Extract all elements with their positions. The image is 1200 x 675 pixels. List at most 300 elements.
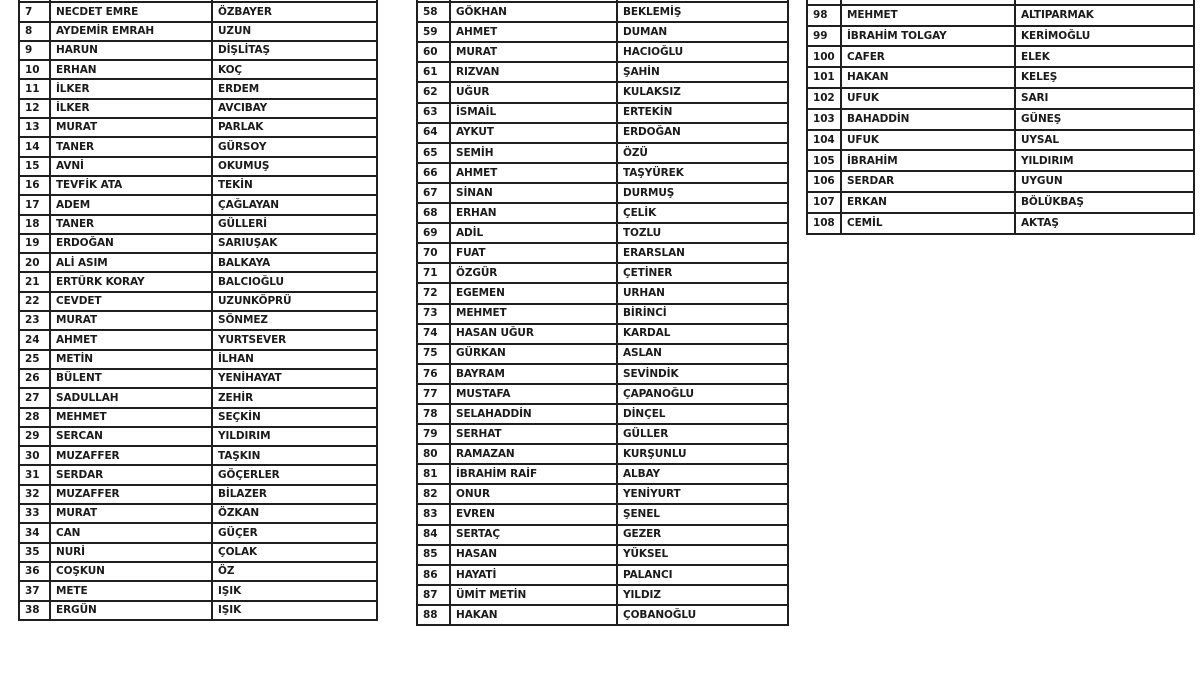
first-name-cell: SADULLAH bbox=[50, 388, 212, 407]
last-name-cell: IŞIK bbox=[212, 581, 377, 600]
table-row bbox=[417, 223, 788, 243]
last-name-cell: BALCIOĞLU bbox=[212, 272, 377, 291]
last-name-cell: GÜNEŞ bbox=[1015, 109, 1194, 130]
table-row bbox=[417, 565, 788, 585]
last-name-cell: DİŞLİTAŞ bbox=[212, 41, 377, 60]
row-number: 14 bbox=[19, 137, 50, 156]
table-row bbox=[19, 41, 377, 60]
first-name-cell: METİN bbox=[50, 350, 212, 369]
first-name-cell: CEVDET bbox=[50, 292, 212, 311]
last-name-cell: KELEŞ bbox=[1015, 67, 1194, 88]
last-name-cell: ÇOBANOĞLU bbox=[617, 605, 788, 625]
table-row bbox=[19, 504, 377, 523]
last-name-cell: ELEK bbox=[1015, 46, 1194, 67]
table-row bbox=[19, 543, 377, 562]
last-name-cell: SARIUŞAK bbox=[212, 234, 377, 253]
table-row bbox=[417, 143, 788, 163]
row-number: 101 bbox=[807, 67, 841, 88]
table-row bbox=[19, 99, 377, 118]
table-row bbox=[19, 311, 377, 330]
first-name-cell: BÜLENT bbox=[50, 369, 212, 388]
last-name-cell: ZEHİR bbox=[212, 388, 377, 407]
table-row bbox=[807, 67, 1194, 88]
row-number: 99 bbox=[807, 26, 841, 47]
row-number: 23 bbox=[19, 311, 50, 330]
first-name-cell: HASAN bbox=[450, 545, 617, 565]
last-name-cell: DURMUŞ bbox=[617, 183, 788, 203]
row-number: 27 bbox=[19, 388, 50, 407]
first-name-cell: ONUR bbox=[450, 484, 617, 504]
last-name-cell: PALANCI bbox=[617, 565, 788, 585]
row-number: 88 bbox=[417, 605, 450, 625]
row-number: 59 bbox=[417, 22, 450, 42]
row-number: 66 bbox=[417, 163, 450, 183]
first-name-cell: ADEM bbox=[50, 195, 212, 214]
first-name-cell: HAKAN bbox=[841, 67, 1015, 88]
last-name-cell: ÇAĞLAYAN bbox=[212, 195, 377, 214]
first-name-cell: TANER bbox=[50, 215, 212, 234]
table-row bbox=[417, 103, 788, 123]
table-row bbox=[417, 2, 788, 22]
first-name-cell: İBRAHİM TOLGAY bbox=[841, 26, 1015, 47]
row-number: 105 bbox=[807, 150, 841, 171]
row-number: 15 bbox=[19, 157, 50, 176]
first-name-cell: SERHAT bbox=[450, 424, 617, 444]
first-name-cell: RAMAZAN bbox=[450, 444, 617, 464]
table-row bbox=[807, 130, 1194, 151]
table-row bbox=[19, 60, 377, 79]
name-list-table-1 bbox=[18, 0, 378, 621]
last-name-cell: IŞIK bbox=[212, 601, 377, 620]
first-name-cell: SERCAN bbox=[50, 427, 212, 446]
first-name-cell: AYKUT bbox=[450, 123, 617, 143]
first-name-cell: GÜRKAN bbox=[450, 344, 617, 364]
last-name-cell: KARDAL bbox=[617, 324, 788, 344]
table-row bbox=[807, 88, 1194, 109]
first-name-cell: HASAN UĞUR bbox=[450, 324, 617, 344]
table-row bbox=[417, 203, 788, 223]
row-number: 34 bbox=[19, 523, 50, 542]
row-number: 107 bbox=[807, 192, 841, 213]
last-name-cell: YILDIZ bbox=[617, 585, 788, 605]
row-number: 31 bbox=[19, 465, 50, 484]
table-row bbox=[19, 369, 377, 388]
row-number: 9 bbox=[19, 41, 50, 60]
row-number: 11 bbox=[19, 79, 50, 98]
row-number: 84 bbox=[417, 525, 450, 545]
row-number: 102 bbox=[807, 88, 841, 109]
table-row bbox=[417, 464, 788, 484]
last-name-cell: UYGUN bbox=[1015, 171, 1194, 192]
table-row bbox=[807, 26, 1194, 47]
first-name-cell: MUSTAFA bbox=[450, 384, 617, 404]
last-name-cell: SÖNMEZ bbox=[212, 311, 377, 330]
first-name-cell: NECDET EMRE bbox=[50, 2, 212, 21]
row-number: 16 bbox=[19, 176, 50, 195]
last-name-cell: UZUN bbox=[212, 22, 377, 41]
last-name-cell: ÖZKAN bbox=[212, 504, 377, 523]
last-name-cell: ÖZ bbox=[212, 562, 377, 581]
first-name-cell: İBRAHİM bbox=[841, 150, 1015, 171]
first-name-cell: GÖKHAN bbox=[450, 2, 617, 22]
table-row bbox=[19, 350, 377, 369]
last-name-cell: BEKLEMİŞ bbox=[617, 2, 788, 22]
table-row bbox=[417, 62, 788, 82]
table-row bbox=[417, 163, 788, 183]
last-name-cell: BÖLÜKBAŞ bbox=[1015, 192, 1194, 213]
last-name-cell: TAŞYÜREK bbox=[617, 163, 788, 183]
table-row bbox=[417, 424, 788, 444]
table-body bbox=[417, 0, 788, 625]
last-name-cell: YURTSEVER bbox=[212, 330, 377, 349]
first-name-cell: MURAT bbox=[50, 118, 212, 137]
first-name-cell: SERTAÇ bbox=[450, 525, 617, 545]
last-name-cell: ALBAY bbox=[617, 464, 788, 484]
row-number: 86 bbox=[417, 565, 450, 585]
row-number: 58 bbox=[417, 2, 450, 22]
row-number: 82 bbox=[417, 484, 450, 504]
table-row bbox=[807, 109, 1194, 130]
table-row bbox=[417, 42, 788, 62]
last-name-cell: KERİMOĞLU bbox=[1015, 26, 1194, 47]
table-row bbox=[19, 137, 377, 156]
last-name-cell: BİLAZER bbox=[212, 485, 377, 504]
row-number: 32 bbox=[19, 485, 50, 504]
row-number: 78 bbox=[417, 404, 450, 424]
first-name-cell: HAYATİ bbox=[450, 565, 617, 585]
table-row bbox=[417, 525, 788, 545]
row-number: 108 bbox=[807, 213, 841, 234]
first-name-cell: TANER bbox=[50, 137, 212, 156]
table-row bbox=[417, 585, 788, 605]
row-number: 77 bbox=[417, 384, 450, 404]
first-name-cell: ERGÜN bbox=[50, 601, 212, 620]
first-name-cell: AHMET bbox=[450, 163, 617, 183]
last-name-cell: ŞAHİN bbox=[617, 62, 788, 82]
first-name-cell: CEMİL bbox=[841, 213, 1015, 234]
table-row bbox=[19, 157, 377, 176]
table-row bbox=[19, 446, 377, 465]
last-name-cell: ÖZBAYER bbox=[212, 2, 377, 21]
table-row bbox=[19, 523, 377, 542]
first-name-cell: BAHADDİN bbox=[841, 109, 1015, 130]
first-name-cell: İBRAHİM RAİF bbox=[450, 464, 617, 484]
table-row bbox=[807, 213, 1194, 234]
row-number: 74 bbox=[417, 324, 450, 344]
last-name-cell: SARI bbox=[1015, 88, 1194, 109]
table-row bbox=[417, 404, 788, 424]
row-number: 12 bbox=[19, 99, 50, 118]
last-name-cell: BİRİNCİ bbox=[617, 304, 788, 324]
table-row bbox=[417, 384, 788, 404]
row-number: 17 bbox=[19, 195, 50, 214]
first-name-cell: SERDAR bbox=[50, 465, 212, 484]
row-number: 103 bbox=[807, 109, 841, 130]
table-row bbox=[19, 601, 377, 620]
table-row bbox=[417, 263, 788, 283]
first-name-cell: MURAT bbox=[50, 311, 212, 330]
first-name-cell: UFUK bbox=[841, 130, 1015, 151]
last-name-cell: ALTIPARMAK bbox=[1015, 5, 1194, 26]
first-name-cell: FUAT bbox=[450, 243, 617, 263]
row-number: 80 bbox=[417, 444, 450, 464]
table-row bbox=[417, 283, 788, 303]
row-number: 30 bbox=[19, 446, 50, 465]
table-row bbox=[19, 388, 377, 407]
table-row bbox=[807, 5, 1194, 26]
table-row bbox=[19, 79, 377, 98]
row-number: 79 bbox=[417, 424, 450, 444]
first-name-cell: ERTÜRK KORAY bbox=[50, 272, 212, 291]
first-name-cell: ALİ ASIM bbox=[50, 253, 212, 272]
first-name-cell: AHMET bbox=[50, 330, 212, 349]
table-row bbox=[417, 605, 788, 625]
table-row bbox=[19, 253, 377, 272]
first-name-cell: CAN bbox=[50, 523, 212, 542]
row-number: 100 bbox=[807, 46, 841, 67]
table-row bbox=[417, 344, 788, 364]
first-name-cell: SİNAN bbox=[450, 183, 617, 203]
row-number: 33 bbox=[19, 504, 50, 523]
row-number: 20 bbox=[19, 253, 50, 272]
last-name-cell: İLHAN bbox=[212, 350, 377, 369]
row-number: 76 bbox=[417, 364, 450, 384]
last-name-cell: ÇETİNER bbox=[617, 263, 788, 283]
table-row bbox=[417, 444, 788, 464]
first-name-cell: MEHMET bbox=[450, 304, 617, 324]
row-number: 28 bbox=[19, 408, 50, 427]
table-row bbox=[417, 364, 788, 384]
table-row bbox=[19, 581, 377, 600]
first-name-cell: SELAHADDİN bbox=[450, 404, 617, 424]
row-number: 75 bbox=[417, 344, 450, 364]
row-number: 35 bbox=[19, 543, 50, 562]
row-number: 38 bbox=[19, 601, 50, 620]
row-number: 18 bbox=[19, 215, 50, 234]
table-row bbox=[417, 504, 788, 524]
last-name-cell: YENİHAYAT bbox=[212, 369, 377, 388]
last-name-cell: SEÇKİN bbox=[212, 408, 377, 427]
first-name-cell: ÖZGÜR bbox=[450, 263, 617, 283]
row-number: 26 bbox=[19, 369, 50, 388]
row-number: 64 bbox=[417, 123, 450, 143]
name-list-table-3 bbox=[806, 0, 1195, 235]
last-name-cell: ASLAN bbox=[617, 344, 788, 364]
last-name-cell: ÇAPANOĞLU bbox=[617, 384, 788, 404]
table-row bbox=[19, 195, 377, 214]
row-number: 25 bbox=[19, 350, 50, 369]
last-name-cell: GÖÇERLER bbox=[212, 465, 377, 484]
row-number: 98 bbox=[807, 5, 841, 26]
last-name-cell: UYSAL bbox=[1015, 130, 1194, 151]
row-number: 60 bbox=[417, 42, 450, 62]
row-number: 21 bbox=[19, 272, 50, 291]
last-name-cell: UZUNKÖPRÜ bbox=[212, 292, 377, 311]
first-name-cell: MURAT bbox=[50, 504, 212, 523]
first-name-cell: MEHMET bbox=[50, 408, 212, 427]
first-name-cell: ERHAN bbox=[450, 203, 617, 223]
first-name-cell: TEVFİK ATA bbox=[50, 176, 212, 195]
first-name-cell: ERDOĞAN bbox=[50, 234, 212, 253]
last-name-cell: ERDEM bbox=[212, 79, 377, 98]
row-number: 63 bbox=[417, 103, 450, 123]
first-name-cell: SERDAR bbox=[841, 171, 1015, 192]
table-body bbox=[19, 0, 377, 620]
table-row bbox=[19, 272, 377, 291]
last-name-cell: GEZER bbox=[617, 525, 788, 545]
first-name-cell: İLKER bbox=[50, 99, 212, 118]
first-name-cell: İSMAİL bbox=[450, 103, 617, 123]
last-name-cell: AKTAŞ bbox=[1015, 213, 1194, 234]
last-name-cell: YILDIRIM bbox=[212, 427, 377, 446]
last-name-cell: KOÇ bbox=[212, 60, 377, 79]
last-name-cell: ERARSLAN bbox=[617, 243, 788, 263]
table-row bbox=[807, 171, 1194, 192]
table-row bbox=[19, 215, 377, 234]
row-number: 29 bbox=[19, 427, 50, 446]
row-number: 83 bbox=[417, 504, 450, 524]
last-name-cell: GÜLLER bbox=[617, 424, 788, 444]
row-number: 61 bbox=[417, 62, 450, 82]
last-name-cell: AVCIBAY bbox=[212, 99, 377, 118]
row-number: 72 bbox=[417, 283, 450, 303]
last-name-cell: ERTEKİN bbox=[617, 103, 788, 123]
table-row bbox=[19, 427, 377, 446]
last-name-cell: GÜÇER bbox=[212, 523, 377, 542]
first-name-cell: EGEMEN bbox=[450, 283, 617, 303]
row-number: 24 bbox=[19, 330, 50, 349]
first-name-cell: MURAT bbox=[450, 42, 617, 62]
table-row bbox=[807, 192, 1194, 213]
table-row bbox=[19, 2, 377, 21]
last-name-cell: TOZLU bbox=[617, 223, 788, 243]
last-name-cell: KURŞUNLU bbox=[617, 444, 788, 464]
table-row bbox=[417, 82, 788, 102]
last-name-cell: ÇOLAK bbox=[212, 543, 377, 562]
last-name-cell: DUMAN bbox=[617, 22, 788, 42]
row-number: 8 bbox=[19, 22, 50, 41]
table-row bbox=[19, 292, 377, 311]
first-name-cell: EVREN bbox=[450, 504, 617, 524]
table-row bbox=[19, 22, 377, 41]
last-name-cell: TEKİN bbox=[212, 176, 377, 195]
first-name-cell: AVNİ bbox=[50, 157, 212, 176]
table-row bbox=[807, 150, 1194, 171]
last-name-cell: GÜLLERİ bbox=[212, 215, 377, 234]
table-row bbox=[19, 118, 377, 137]
table-row bbox=[417, 304, 788, 324]
last-name-cell: YILDIRIM bbox=[1015, 150, 1194, 171]
last-name-cell: KULAKSIZ bbox=[617, 82, 788, 102]
table-row bbox=[417, 22, 788, 42]
first-name-cell: ERHAN bbox=[50, 60, 212, 79]
last-name-cell: ŞENEL bbox=[617, 504, 788, 524]
last-name-cell: HACIOĞLU bbox=[617, 42, 788, 62]
row-number: 65 bbox=[417, 143, 450, 163]
table-row bbox=[807, 46, 1194, 67]
table-row bbox=[19, 485, 377, 504]
table-row bbox=[19, 234, 377, 253]
row-number: 7 bbox=[19, 2, 50, 21]
last-name-cell: GÜRSOY bbox=[212, 137, 377, 156]
first-name-cell: MEHMET bbox=[841, 5, 1015, 26]
first-name-cell: HAKAN bbox=[450, 605, 617, 625]
row-number: 13 bbox=[19, 118, 50, 137]
row-number: 62 bbox=[417, 82, 450, 102]
first-name-cell: HARUN bbox=[50, 41, 212, 60]
first-name-cell: ERKAN bbox=[841, 192, 1015, 213]
last-name-cell: URHAN bbox=[617, 283, 788, 303]
row-number: 87 bbox=[417, 585, 450, 605]
first-name-cell: İLKER bbox=[50, 79, 212, 98]
first-name-cell: ADİL bbox=[450, 223, 617, 243]
row-number: 106 bbox=[807, 171, 841, 192]
table-row bbox=[19, 176, 377, 195]
row-number: 85 bbox=[417, 545, 450, 565]
first-name-cell: SEMİH bbox=[450, 143, 617, 163]
last-name-cell: ÖZÜ bbox=[617, 143, 788, 163]
last-name-cell: SEVİNDİK bbox=[617, 364, 788, 384]
first-name-cell: UFUK bbox=[841, 88, 1015, 109]
table-body bbox=[807, 0, 1194, 234]
last-name-cell: YENİYURT bbox=[617, 484, 788, 504]
first-name-cell: ÜMİT METİN bbox=[450, 585, 617, 605]
table-row bbox=[19, 465, 377, 484]
row-number: 104 bbox=[807, 130, 841, 151]
table-row bbox=[19, 408, 377, 427]
table-row bbox=[19, 562, 377, 581]
first-name-cell: MUZAFFER bbox=[50, 446, 212, 465]
name-list-table-2 bbox=[416, 0, 789, 626]
first-name-cell: NURİ bbox=[50, 543, 212, 562]
first-name-cell: COŞKUN bbox=[50, 562, 212, 581]
last-name-cell: DİNÇEL bbox=[617, 404, 788, 424]
row-number: 81 bbox=[417, 464, 450, 484]
last-name-cell: PARLAK bbox=[212, 118, 377, 137]
row-number: 19 bbox=[19, 234, 50, 253]
first-name-cell: MUZAFFER bbox=[50, 485, 212, 504]
row-number: 36 bbox=[19, 562, 50, 581]
table-row bbox=[19, 330, 377, 349]
table-row bbox=[417, 324, 788, 344]
last-name-cell: TAŞKIN bbox=[212, 446, 377, 465]
row-number: 73 bbox=[417, 304, 450, 324]
row-number: 71 bbox=[417, 263, 450, 283]
row-number: 68 bbox=[417, 203, 450, 223]
row-number: 10 bbox=[19, 60, 50, 79]
table-row bbox=[417, 484, 788, 504]
row-number: 37 bbox=[19, 581, 50, 600]
first-name-cell: BAYRAM bbox=[450, 364, 617, 384]
last-name-cell: YÜKSEL bbox=[617, 545, 788, 565]
last-name-cell: ÇELİK bbox=[617, 203, 788, 223]
last-name-cell: OKUMUŞ bbox=[212, 157, 377, 176]
row-number: 22 bbox=[19, 292, 50, 311]
row-number: 69 bbox=[417, 223, 450, 243]
table-row bbox=[417, 123, 788, 143]
first-name-cell: METE bbox=[50, 581, 212, 600]
first-name-cell: AHMET bbox=[450, 22, 617, 42]
table-row bbox=[417, 545, 788, 565]
last-name-cell: ERDOĞAN bbox=[617, 123, 788, 143]
first-name-cell: CAFER bbox=[841, 46, 1015, 67]
row-number: 70 bbox=[417, 243, 450, 263]
first-name-cell: UĞUR bbox=[450, 82, 617, 102]
table-row bbox=[417, 243, 788, 263]
row-number: 67 bbox=[417, 183, 450, 203]
last-name-cell: BALKAYA bbox=[212, 253, 377, 272]
table-row bbox=[417, 183, 788, 203]
